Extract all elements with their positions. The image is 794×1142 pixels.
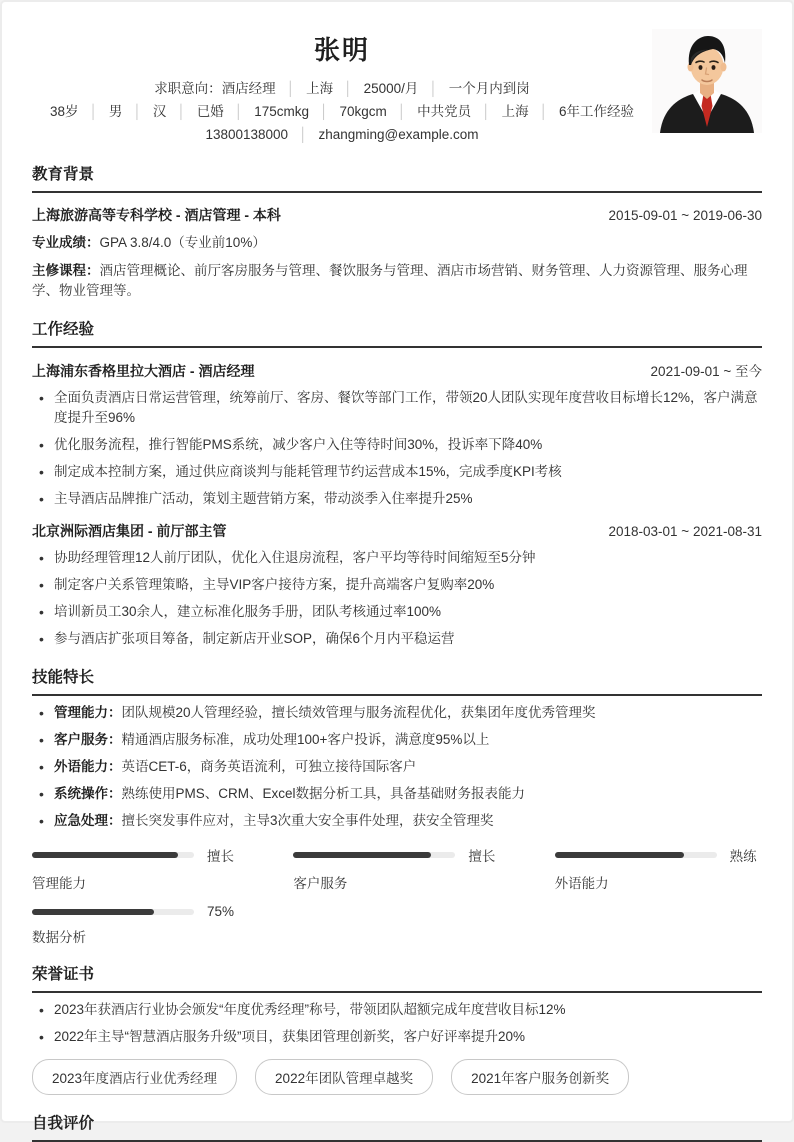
job-entry-header — [32, 360, 762, 381]
skill-bar-fill — [555, 852, 685, 858]
skill-bar-level: 擅长 — [207, 849, 234, 864]
skill-bar — [555, 845, 762, 892]
education-courses-label: 主修课程： — [32, 263, 100, 278]
skill-item-label: 管理能力： — [54, 705, 122, 720]
header-text — [32, 26, 652, 146]
skill-bar — [293, 845, 500, 892]
section-skills-title: 技能特长 — [32, 665, 762, 696]
skill-item — [32, 730, 762, 750]
skill-item-label: 系统操作： — [54, 786, 122, 801]
contact-item: │ zhangming@example.com — [288, 127, 478, 142]
skill-bar-level: 75% — [207, 904, 235, 919]
personal-info-line — [32, 100, 652, 123]
education-gpa-label: 专业成绩： — [32, 235, 100, 250]
job-date: 2018-03-01 ~ 2021-08-31 — [608, 524, 762, 539]
section-honors-title: 荣誉证书 — [32, 962, 762, 993]
job-intent-item: 酒店经理 — [221, 81, 276, 96]
honor-badge: 2021年客户服务创新奖 — [451, 1059, 629, 1095]
skill-item-text: 团队规模20人管理经验，擅长绩效管理与服务流程优化，获集团年度优秀管理奖 — [121, 705, 596, 720]
skill-bar-level: 熟练 — [729, 849, 757, 864]
skill-bar-name: 数据分析 — [32, 930, 86, 945]
section-honors — [32, 962, 762, 1095]
skill-bar-row — [32, 904, 239, 919]
section-self-evaluation-title: 自我评价 — [32, 1111, 762, 1142]
job-bullet: • 制定客户关系管理策略，主导VIP客户接待方案，提升高端客户复购率20% — [32, 575, 762, 595]
personal-info-item: │ 汉 — [122, 104, 166, 119]
skill-bar-row — [32, 845, 239, 865]
contact-line — [32, 123, 652, 146]
education-date: 2015-09-01 ~ 2019-06-30 — [608, 208, 762, 223]
skill-bar — [32, 904, 239, 946]
skill-bar-name: 客户服务 — [293, 876, 348, 891]
job-bullet: • 协助经理管理12人前厅团队，优化入住退房流程，客户平均等待时间缩短至5分钟 — [32, 548, 762, 568]
skill-item — [32, 757, 762, 777]
personal-info-item: │ 上海 — [471, 104, 528, 119]
job-bullet: • 主导酒店品牌推广活动，策划主题营销方案，带动淡季入住率提升25% — [32, 489, 762, 509]
job-intent-item: │ 上海 — [276, 81, 333, 96]
skill-item-label: 应急处理： — [54, 813, 122, 828]
skill-bar-track — [32, 909, 194, 915]
job-bullet: • 参与酒店扩张项目筹备，制定新店开业SOP，确保6个月内平稳运营 — [32, 629, 762, 649]
job-company-role: 北京洲际酒店集团 - 前厅部主管 — [32, 523, 227, 539]
personal-info-items — [50, 104, 634, 119]
skill-bar-fill — [32, 909, 154, 915]
personal-info-item: │ 175cmkg — [224, 104, 309, 119]
job-intent-line — [32, 77, 652, 100]
job-bullet-list — [32, 388, 762, 509]
skill-bar — [32, 845, 239, 892]
job-date: 2021-09-01 ~ 至今 — [650, 364, 762, 379]
job-bullet-list — [32, 548, 762, 649]
personal-info-item: │ 中共党员 — [387, 104, 471, 119]
skill-bar-track — [555, 852, 717, 858]
skill-bar-track — [32, 852, 194, 858]
personal-info-item: │ 已婚 — [166, 104, 223, 119]
personal-info-item: │ 6年工作经验 — [529, 104, 634, 119]
contact-item: 13800138000 — [205, 127, 289, 142]
skill-bar-row — [555, 845, 762, 865]
skill-item — [32, 703, 762, 723]
personal-info-item: │ 男 — [78, 104, 122, 119]
skill-bar-track — [293, 852, 455, 858]
contact-items — [205, 127, 478, 142]
education-courses-row — [32, 261, 762, 301]
personal-info-item: 38岁 — [49, 104, 79, 119]
honors-bullet: • 2022年主导“智慧酒店服务升级”项目，获集团管理创新奖，客户好评率提升20% — [32, 1027, 762, 1047]
skill-item-label: 客户服务： — [54, 732, 122, 747]
skill-bar-name: 管理能力 — [32, 876, 86, 891]
education-gpa-row — [32, 233, 762, 253]
section-education-title: 教育背景 — [32, 162, 762, 193]
experience-job-1 — [32, 360, 762, 509]
honor-badge: 2023年度酒店行业优秀经理 — [32, 1059, 237, 1095]
skill-bar-name: 外语能力 — [554, 876, 609, 891]
education-gpa-value: GPA 3.8/4.0（专业前10%） — [99, 235, 266, 250]
skill-bar-level: 擅长 — [468, 849, 496, 864]
job-company-role: 上海浦东香格里拉大酒店 - 酒店经理 — [32, 363, 255, 379]
job-entry-header — [32, 521, 762, 541]
profile-photo — [652, 29, 762, 133]
honors-badges — [32, 1059, 762, 1095]
section-self-evaluation — [32, 1111, 762, 1142]
job-bullet: • 培训新员工30余人，建立标准化服务手册，团队考核通过率100% — [32, 602, 762, 622]
section-experience-title: 工作经验 — [32, 317, 762, 348]
skill-item-text: 精通酒店服务标准，成功处理100+客户投诉，满意度95%以上 — [121, 732, 490, 747]
skill-list — [32, 703, 762, 831]
skill-bar-fill — [293, 852, 431, 858]
job-bullet: • 制定成本控制方案，通过供应商谈判与能耗管理节约运营成本15%，完成季度KPI考核 — [32, 462, 762, 482]
section-education — [32, 162, 762, 301]
job-bullet: • 全面负责酒店日常运营管理，统筹前厅、客房、餐饮等部门工作，带领20人团队实现年度营收目标增长12%，客户满意度提升至96% — [32, 388, 762, 428]
candidate-name: 张明 — [313, 35, 370, 65]
skill-bars — [32, 845, 762, 946]
job-bullet: • 优化服务流程，推行智能PMS系统，减少客户入住等待时间30%，投诉率下降40% — [32, 435, 762, 455]
section-experience — [32, 317, 762, 649]
honors-bullet-list — [32, 1000, 762, 1047]
job-intent-item: │ 一个月内到岗 — [418, 81, 529, 96]
personal-info-item: │ 70kgcm — [309, 104, 387, 119]
job-intent-label: 求职意向： — [154, 81, 222, 96]
skill-item — [32, 811, 762, 831]
skill-item-label: 外语能力： — [54, 759, 122, 774]
skill-item — [32, 784, 762, 804]
skill-bar-row — [293, 845, 500, 865]
education-school: 上海旅游高等专科学校 - 酒店管理 - 本科 — [32, 207, 281, 223]
honors-bullet: • 2023年获酒店行业协会颁发“年度优秀经理”称号，带领团队超额完成年度营收目标12% — [32, 1000, 762, 1020]
education-entry-header — [32, 205, 762, 225]
job-intent-items — [222, 81, 530, 96]
section-skills — [32, 665, 762, 946]
skill-item-text: 英语CET-6，商务英语流利，可独立接待国际客户 — [121, 759, 417, 774]
skill-item-text: 熟练使用PMS、CRM、Excel数据分析工具，具备基础财务报表能力 — [121, 786, 526, 801]
resume-header — [32, 26, 762, 146]
skill-bar-fill — [32, 852, 178, 858]
honor-badge: 2022年团队管理卓越奖 — [255, 1059, 433, 1095]
experience-job-2 — [32, 521, 762, 649]
education-courses-value: 酒店管理概论、前厅客房服务与管理、餐饮服务与管理、酒店市场营销、财务管理、人力资源管理、服务心理学、物业管理等。 — [32, 263, 748, 298]
skill-item-text: 擅长突发事件应对，主导3次重大安全事件处理，获安全管理奖 — [121, 813, 494, 828]
job-intent-item: │ 25000/月 — [333, 81, 418, 96]
portrait-illustration-icon — [652, 29, 762, 133]
